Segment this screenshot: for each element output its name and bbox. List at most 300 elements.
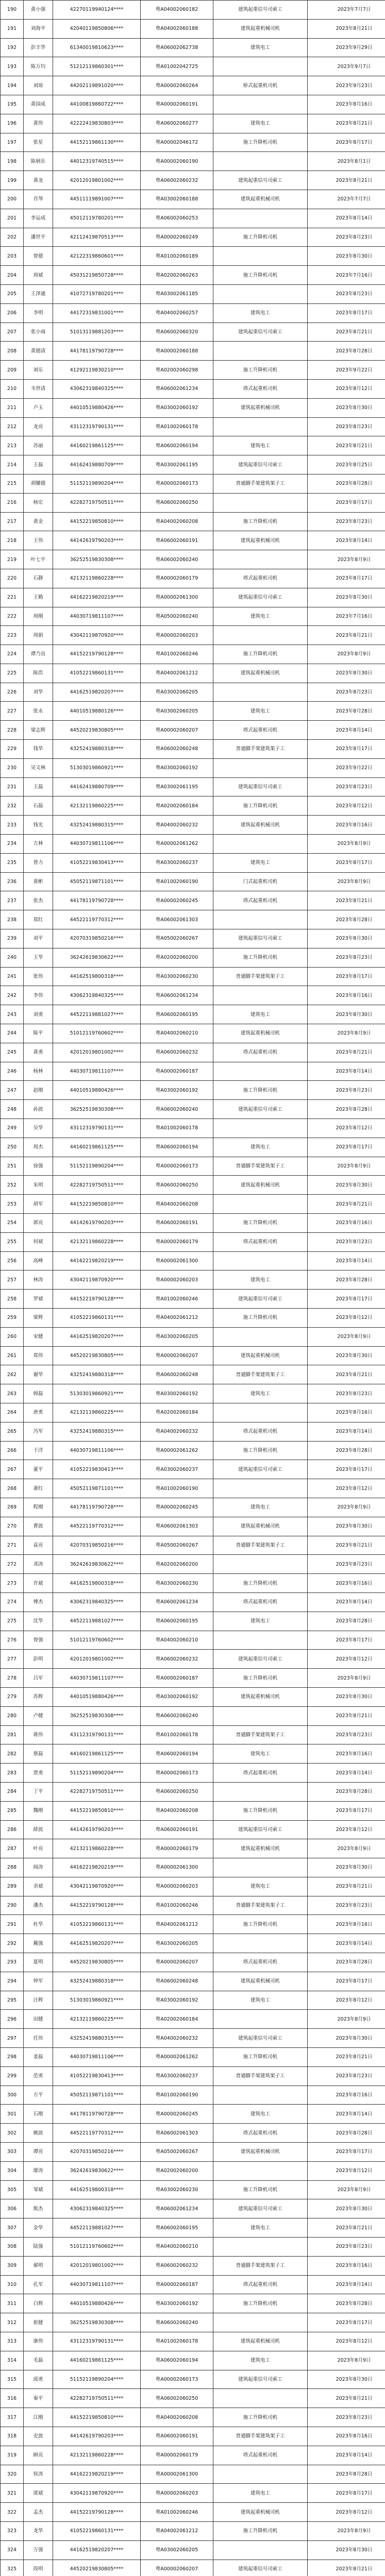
operation-category-cell: 建筑起重机械司机 bbox=[213, 398, 308, 417]
id-number-cell: 43112319790131**** bbox=[53, 1119, 141, 1138]
row-number-cell: 311 bbox=[1, 2294, 24, 2313]
certificate-number-cell: 粤A03002060192 bbox=[141, 1081, 213, 1100]
operation-category-cell: 施工升降机司机 bbox=[213, 2180, 308, 2199]
id-number-cell: 44522119770312**** bbox=[53, 2124, 141, 2143]
person-name-cell: 贾勇 bbox=[24, 1764, 53, 1783]
certificate-number-cell: 粤A00002061300 bbox=[141, 2465, 213, 2484]
certificate-number-cell: 粤A00002061300 bbox=[141, 1858, 213, 1877]
certificate-number-cell: 粤A00002060207 bbox=[141, 721, 213, 740]
id-number-cell: 42282719750511**** bbox=[53, 493, 141, 512]
row-number-cell: 228 bbox=[1, 721, 24, 740]
certificate-number-cell: 粤A01002060190 bbox=[141, 2086, 213, 2105]
person-name-cell: 杜华 bbox=[24, 1915, 53, 1934]
operation-category-cell: 普通脚手架建筑架子工 bbox=[213, 2427, 308, 2446]
certificate-number-cell: 粤A00002060190 bbox=[141, 152, 213, 171]
issue-date-cell: 2023年8月23日 bbox=[308, 777, 385, 796]
row-number-cell: 225 bbox=[1, 664, 24, 683]
row-number-cell: 248 bbox=[1, 1100, 24, 1119]
id-number-cell: 43042119870920**** bbox=[53, 1270, 141, 1290]
id-number-cell: 42282719750511**** bbox=[53, 1176, 141, 1195]
id-number-cell: 44520219830805**** bbox=[53, 2560, 141, 2576]
table-row bbox=[1, 1308, 385, 1327]
row-number-cell: 301 bbox=[1, 2105, 24, 2124]
certificate-number-cell: 粤A02002060200 bbox=[141, 2161, 213, 2180]
id-number-cell: 42222419830803**** bbox=[53, 114, 141, 133]
row-number-cell: 219 bbox=[1, 550, 24, 569]
person-name-cell: 黄伟 bbox=[24, 114, 53, 133]
person-name-cell: 方林 bbox=[24, 835, 53, 854]
certificate-number-cell: 粤A03002060192 bbox=[141, 1384, 213, 1403]
issue-date-cell: 2023年8月14日 bbox=[308, 1934, 385, 1953]
person-name-cell: 韦世清 bbox=[24, 379, 53, 398]
person-name-cell: 白辉 bbox=[24, 2294, 53, 2313]
row-number-cell: 274 bbox=[1, 1592, 24, 1612]
issue-date-cell: 2023年8月23日 bbox=[308, 683, 385, 702]
row-number-cell: 283 bbox=[1, 1764, 24, 1783]
operation-category-cell: 建筑起重信号司索工 bbox=[213, 1820, 308, 1839]
issue-date-cell: 2023年8月14日 bbox=[308, 209, 385, 228]
certificate-number-cell: 粤A00002060207 bbox=[141, 1953, 213, 1972]
operation-category-cell: 普通脚手架建筑架子工 bbox=[213, 740, 308, 759]
operation-category-cell: 施工升降机司机 bbox=[213, 948, 308, 967]
certificate-number-cell: 粤A06002060250 bbox=[141, 493, 213, 512]
row-number-cell: 263 bbox=[1, 1384, 24, 1403]
operation-category-cell: 建筑起重机械司机 bbox=[213, 2143, 308, 2162]
id-number-cell: 42112419870513**** bbox=[53, 228, 141, 247]
table-row bbox=[1, 2238, 385, 2257]
operation-category-cell bbox=[213, 2238, 308, 2257]
certificate-number-cell: 粤A06002060320 bbox=[141, 323, 213, 342]
table-row bbox=[1, 1839, 385, 1858]
issue-date-cell: 2023年7月7日 bbox=[308, 190, 385, 209]
operation-category-cell: 普通脚手架建筑架子工 bbox=[213, 1725, 308, 1744]
issue-date-cell: 2023年8月23日 bbox=[308, 1384, 385, 1403]
operation-category-cell: 建筑起重机械司机 bbox=[213, 19, 308, 38]
row-number-cell: 314 bbox=[1, 2351, 24, 2370]
table-row bbox=[1, 2143, 385, 2162]
certificate-number-cell: 粤A06002060248 bbox=[141, 1365, 213, 1384]
row-number-cell: 261 bbox=[1, 1346, 24, 1365]
table-row bbox=[1, 2351, 385, 2370]
id-number-cell: 41052219830413**** bbox=[53, 853, 141, 872]
issue-date-cell: 2023年8月23日 bbox=[308, 1232, 385, 1251]
certificate-number-cell: 粤A06002060191 bbox=[141, 1820, 213, 1839]
person-name-cell: 陈浩 bbox=[24, 664, 53, 683]
certificate-number-cell: 粤A01002060178 bbox=[141, 2332, 213, 2351]
row-number-cell: 231 bbox=[1, 777, 24, 796]
id-number-cell: 51012119760602**** bbox=[53, 1024, 141, 1043]
id-number-cell: 45031219850728**** bbox=[53, 266, 141, 285]
id-number-cell: 44152219790128**** bbox=[53, 645, 141, 664]
certificate-number-cell: 粤A06002060250 bbox=[141, 1176, 213, 1195]
person-name-cell: 钟军 bbox=[24, 1972, 53, 1991]
issue-date-cell: 2023年8月28日 bbox=[308, 2465, 385, 2484]
id-number-cell: 44030719811107**** bbox=[53, 1669, 141, 1688]
table-row bbox=[1, 2408, 385, 2427]
id-number-cell: 44030719811106**** bbox=[53, 2048, 141, 2067]
person-name-cell: 李伟 bbox=[24, 986, 53, 1005]
issue-date-cell: 2023年9月22日 bbox=[308, 758, 385, 777]
table-row bbox=[1, 1, 385, 20]
issue-date-cell: 2023年8月30日 bbox=[308, 1346, 385, 1365]
id-number-cell: 44162519820207**** bbox=[53, 2540, 141, 2560]
certificate-number-cell: 粤A03002060192 bbox=[141, 398, 213, 417]
person-name-cell: 苏丽 bbox=[24, 436, 53, 455]
operation-category-cell: 塔式起重机司机 bbox=[213, 2124, 308, 2143]
table-row bbox=[1, 1764, 385, 1783]
operation-category-cell: 建筑电工 bbox=[213, 2351, 308, 2370]
table-row bbox=[1, 967, 385, 986]
table-row bbox=[1, 1327, 385, 1346]
table-row bbox=[1, 1365, 385, 1384]
person-name-cell: 熊杰 bbox=[24, 2199, 53, 2218]
table-row bbox=[1, 1479, 385, 1498]
certificate-number-cell: 粤A05002060240 bbox=[141, 607, 213, 626]
issue-date-cell: 2023年8月30日 bbox=[308, 2540, 385, 2560]
row-number-cell: 258 bbox=[1, 1290, 24, 1309]
id-number-cell: 44030719811106**** bbox=[53, 835, 141, 854]
id-number-cell: 44152119861130**** bbox=[53, 133, 141, 152]
issue-date-cell: 2023年8月16日 bbox=[308, 1915, 385, 1934]
operation-category-cell: 施工升降机司机 bbox=[213, 361, 308, 380]
issue-date-cell: 2023年8月30日 bbox=[308, 929, 385, 948]
row-number-cell: 213 bbox=[1, 436, 24, 455]
row-number-cell: 299 bbox=[1, 2066, 24, 2086]
issue-date-cell: 2023年9月23日 bbox=[308, 76, 385, 95]
issue-date-cell: 2023年9月7日 bbox=[308, 57, 385, 76]
operation-category-cell bbox=[213, 1119, 308, 1138]
row-number-cell: 292 bbox=[1, 1934, 24, 1953]
person-name-cell: 王磊 bbox=[24, 455, 53, 474]
id-number-cell: 42070319850216**** bbox=[53, 929, 141, 948]
table-row bbox=[1, 1669, 385, 1688]
operation-category-cell bbox=[213, 550, 308, 569]
issue-date-cell: 2023年8月21日 bbox=[308, 1365, 385, 1384]
issue-date-cell: 2023年8月16日 bbox=[308, 986, 385, 1005]
issue-date-cell: 2023年8月30日 bbox=[308, 398, 385, 417]
issue-date-cell: 2023年8月23日 bbox=[308, 512, 385, 531]
certificate-number-cell: 粤A00002060245 bbox=[141, 2105, 213, 2124]
table-row bbox=[1, 38, 385, 57]
operation-category-cell: 建筑电工 bbox=[213, 1384, 308, 1403]
operation-category-cell: 施工升降机司机 bbox=[213, 1915, 308, 1934]
certificate-number-cell: 粤A01002060190 bbox=[141, 1479, 213, 1498]
certificate-number-cell: 粤A02002060200 bbox=[141, 1555, 213, 1574]
id-number-cell: 43112319790131**** bbox=[53, 1725, 141, 1744]
id-number-cell: 42070319850216**** bbox=[53, 1536, 141, 1555]
operation-category-cell: 施工升降机司机 bbox=[213, 2521, 308, 2540]
table-row bbox=[1, 171, 385, 190]
issue-date-cell: 2023年8月21日 bbox=[308, 2218, 385, 2238]
table-row bbox=[1, 398, 385, 417]
row-number-cell: 203 bbox=[1, 247, 24, 266]
person-name-cell: 袁亮 bbox=[24, 1536, 53, 1555]
operation-category-cell bbox=[213, 1631, 308, 1650]
table-row bbox=[1, 2180, 385, 2199]
operation-category-cell: 建筑电工 bbox=[213, 702, 308, 721]
id-number-cell: 44522119770312**** bbox=[53, 910, 141, 929]
table-row bbox=[1, 1081, 385, 1100]
certificate-number-cell: 粤A04002060210 bbox=[141, 1024, 213, 1043]
table-row bbox=[1, 2105, 385, 2124]
person-name-cell: 余斌 bbox=[24, 1877, 53, 1896]
issue-date-cell: 2023年8月28日 bbox=[308, 1270, 385, 1290]
certificate-number-cell: 粤A02002060184 bbox=[141, 796, 213, 816]
operation-category-cell bbox=[213, 1062, 308, 1081]
operation-category-cell: 建筑起重机械司机 bbox=[213, 1346, 308, 1365]
table-row bbox=[1, 1517, 385, 1536]
issue-date-cell: 2023年8月21日 bbox=[308, 2560, 385, 2576]
person-name-cell: 丁平 bbox=[24, 1782, 53, 1801]
row-number-cell: 264 bbox=[1, 1403, 24, 1422]
certificate-number-cell: 粤A04002061212 bbox=[141, 1915, 213, 1934]
operation-category-cell bbox=[213, 95, 308, 114]
issue-date-cell: 2023年8月17日 bbox=[308, 1631, 385, 1650]
operation-category-cell bbox=[213, 910, 308, 929]
row-number-cell: 199 bbox=[1, 171, 24, 190]
person-name-cell: 沈华 bbox=[24, 1612, 53, 1631]
table-row bbox=[1, 2218, 385, 2238]
certificate-number-cell: 粤A03002060237 bbox=[141, 2066, 213, 2086]
table-row bbox=[1, 2503, 385, 2522]
operation-category-cell bbox=[213, 57, 308, 76]
table-row bbox=[1, 986, 385, 1005]
issue-date-cell: 2023年8月17日 bbox=[308, 740, 385, 759]
id-number-cell: 44162219820219**** bbox=[53, 1858, 141, 1877]
operation-category-cell: 施工升降机司机 bbox=[213, 133, 308, 152]
issue-date-cell: 2023年8月14日 bbox=[308, 2105, 385, 2124]
table-row bbox=[1, 588, 385, 607]
row-number-cell: 276 bbox=[1, 1631, 24, 1650]
table-row bbox=[1, 493, 385, 512]
row-number-cell: 229 bbox=[1, 740, 24, 759]
operation-category-cell: 桥式起重机司机 bbox=[213, 76, 308, 95]
operation-category-cell: 建筑电工 bbox=[213, 607, 308, 626]
issue-date-cell: 2023年8月9日 bbox=[308, 2010, 385, 2029]
person-name-cell: 王伟 bbox=[24, 531, 53, 550]
operation-category-cell bbox=[213, 2313, 308, 2332]
row-number-cell: 223 bbox=[1, 626, 24, 645]
table-row bbox=[1, 1612, 385, 1631]
operation-category-cell: 建筑电工 bbox=[213, 1744, 308, 1764]
table-row bbox=[1, 512, 385, 531]
certificate-number-cell: 粤A03002060230 bbox=[141, 1574, 213, 1593]
id-number-cell: 42132119860228**** bbox=[53, 1839, 141, 1858]
row-number-cell: 227 bbox=[1, 702, 24, 721]
issue-date-cell: 2023年8月21日 bbox=[308, 1043, 385, 1062]
issue-date-cell: 2023年8月17日 bbox=[308, 1972, 385, 1991]
id-number-cell: 44142619790203**** bbox=[53, 1214, 141, 1233]
issue-date-cell: 2023年8月21日 bbox=[308, 436, 385, 455]
issue-date-cell: 2023年8月21日 bbox=[308, 1706, 385, 1725]
issue-date-cell: 2023年8月9日 bbox=[308, 1669, 385, 1688]
certificate-number-cell: 粤A02002060263 bbox=[141, 266, 213, 285]
id-number-cell: 51152119890204**** bbox=[53, 474, 141, 493]
table-row bbox=[1, 1706, 385, 1725]
person-name-cell: 段明 bbox=[24, 2560, 53, 2576]
operation-category-cell: 建筑起重机械司机 bbox=[213, 1687, 308, 1706]
person-name-cell: 邹斌 bbox=[24, 2180, 53, 2199]
id-number-cell: 44162419880709**** bbox=[53, 455, 141, 474]
id-number-cell: 51303019860921**** bbox=[53, 758, 141, 777]
id-number-cell: 42270119940124**** bbox=[53, 1, 141, 20]
row-number-cell: 325 bbox=[1, 2560, 24, 2576]
row-number-cell: 206 bbox=[1, 303, 24, 323]
certificate-number-cell: 粤A06002060250 bbox=[141, 2389, 213, 2408]
issue-date-cell: 2023年8月28日 bbox=[308, 1953, 385, 1972]
id-number-cell: 44511119891007**** bbox=[53, 190, 141, 209]
person-name-cell: 龙亮 bbox=[24, 417, 53, 436]
row-number-cell: 281 bbox=[1, 1725, 24, 1744]
table-row bbox=[1, 626, 385, 645]
operation-category-cell: 建筑起重信号司索工 bbox=[213, 588, 308, 607]
certificate-number-cell: 粤A01002060190 bbox=[141, 872, 213, 891]
table-row bbox=[1, 1953, 385, 1972]
table-row bbox=[1, 323, 385, 342]
id-number-cell: 44142619790203**** bbox=[53, 1820, 141, 1839]
table-row bbox=[1, 1934, 385, 1953]
person-name-cell: 李明 bbox=[24, 303, 53, 323]
certificate-number-cell: 粤A04002061212 bbox=[141, 2521, 213, 2540]
table-row bbox=[1, 796, 385, 816]
table-row bbox=[1, 1441, 385, 1460]
id-number-cell: 36252519830308**** bbox=[53, 2313, 141, 2332]
row-number-cell: 216 bbox=[1, 493, 24, 512]
person-name-cell: 高峰 bbox=[24, 1251, 53, 1270]
id-number-cell: 42012019801002**** bbox=[53, 1650, 141, 1669]
table-row bbox=[1, 2199, 385, 2218]
person-name-cell: 姜磊 bbox=[24, 2048, 53, 2067]
person-name-cell: 潘世平 bbox=[24, 228, 53, 247]
table-row bbox=[1, 133, 385, 152]
table-row bbox=[1, 1460, 385, 1479]
row-number-cell: 252 bbox=[1, 1176, 24, 1195]
certificate-number-cell: 粤A00002060179 bbox=[141, 1232, 213, 1251]
row-number-cell: 313 bbox=[1, 2332, 24, 2351]
row-number-cell: 295 bbox=[1, 1991, 24, 2010]
row-number-cell: 300 bbox=[1, 2086, 24, 2105]
person-name-cell: 潘杰 bbox=[24, 1896, 53, 1915]
issue-date-cell: 2023年9月22日 bbox=[308, 361, 385, 380]
certificate-number-cell: 粤A01002060246 bbox=[141, 1290, 213, 1309]
table-row bbox=[1, 2294, 385, 2313]
id-number-cell: 44152219790128**** bbox=[53, 1896, 141, 1915]
operation-category-cell: 建筑电工 bbox=[213, 1498, 308, 1517]
operation-category-cell bbox=[213, 1706, 308, 1725]
issue-date-cell: 2023年7月7日 bbox=[308, 1, 385, 20]
certificate-number-cell: 粤A04002060182 bbox=[141, 1, 213, 20]
operation-category-cell bbox=[213, 284, 308, 303]
certificate-number-cell: 粤A00002060264 bbox=[141, 76, 213, 95]
operation-category-cell: 建筑起重信号司索工 bbox=[213, 2560, 308, 2576]
certificate-number-cell: 粤A04002060257 bbox=[141, 303, 213, 323]
certificate-number-cell: 粤A06002060195 bbox=[141, 1005, 213, 1024]
person-name-cell: 任伟 bbox=[24, 2029, 53, 2048]
person-name-cell: 傅杰 bbox=[24, 1592, 53, 1612]
person-name-cell: 方平 bbox=[24, 2086, 53, 2105]
person-name-cell: 石磊 bbox=[24, 796, 53, 816]
issue-date-cell: 2023年8月12日 bbox=[308, 1991, 385, 2010]
table-row bbox=[1, 1858, 385, 1877]
id-number-cell: 44162519800318**** bbox=[53, 2180, 141, 2199]
person-name-cell: 蔡磊 bbox=[24, 1744, 53, 1764]
person-name-cell: 夏明 bbox=[24, 1953, 53, 1972]
id-number-cell: 44178119790728**** bbox=[53, 2105, 141, 2124]
person-name-cell: 郑红 bbox=[24, 910, 53, 929]
person-name-cell: 周刚 bbox=[24, 607, 53, 626]
issue-date-cell: 2023年8月9日 bbox=[308, 835, 385, 854]
id-number-cell: 42012019801002**** bbox=[53, 171, 141, 190]
operation-category-cell: 建筑起重信号司索工 bbox=[213, 1460, 308, 1479]
operation-category-cell: 建筑电工 bbox=[213, 38, 308, 57]
row-number-cell: 239 bbox=[1, 929, 24, 948]
issue-date-cell: 2023年8月12日 bbox=[308, 1119, 385, 1138]
id-number-cell: 44012319740515**** bbox=[53, 152, 141, 171]
id-number-cell: 36242619830622**** bbox=[53, 2161, 141, 2180]
certificate-number-cell: 粤A03002061185 bbox=[141, 284, 213, 303]
operation-category-cell: 普通脚手架建筑架子工 bbox=[213, 1536, 308, 1555]
operation-category-cell: 建筑起重信号司索工 bbox=[213, 1290, 308, 1309]
table-row bbox=[1, 266, 385, 285]
issue-date-cell: 2023年8月21日 bbox=[308, 19, 385, 38]
row-number-cell: 273 bbox=[1, 1574, 24, 1593]
operation-category-cell: 普通脚手架建筑架子工 bbox=[213, 1896, 308, 1915]
id-number-cell: 42132119860225**** bbox=[53, 1403, 141, 1422]
certificate-number-cell: 粤A03002060192 bbox=[141, 758, 213, 777]
person-name-cell: 宋健 bbox=[24, 1327, 53, 1346]
issue-date-cell: 2023年8月17日 bbox=[308, 967, 385, 986]
row-number-cell: 271 bbox=[1, 1536, 24, 1555]
person-name-cell: 王华 bbox=[24, 948, 53, 967]
operation-category-cell: 建筑电工 bbox=[213, 1612, 308, 1631]
id-number-cell: 44010519880426**** bbox=[53, 1687, 141, 1706]
person-name-cell: 孙波 bbox=[24, 1100, 53, 1119]
certificate-number-cell: 粤A00002060179 bbox=[141, 569, 213, 588]
issue-date-cell: 2023年8月16日 bbox=[308, 95, 385, 114]
row-number-cell: 320 bbox=[1, 2465, 24, 2484]
person-name-cell: 江刚 bbox=[24, 2408, 53, 2427]
id-number-cell: 44030719811107**** bbox=[53, 2275, 141, 2294]
row-number-cell: 318 bbox=[1, 2427, 24, 2446]
id-number-cell: 44160219861125**** bbox=[53, 1138, 141, 1157]
operation-category-cell: 施工升降机司机 bbox=[213, 1308, 308, 1327]
issue-date-cell: 2023年8月9日 bbox=[308, 1839, 385, 1858]
issue-date-cell: 2023年8月9日 bbox=[308, 2351, 385, 2370]
table-row bbox=[1, 1232, 385, 1251]
issue-date-cell: 2023年8月14日 bbox=[308, 2446, 385, 2465]
id-number-cell: 43252419880315**** bbox=[53, 1422, 141, 1441]
table-row bbox=[1, 910, 385, 929]
row-number-cell: 256 bbox=[1, 1251, 24, 1270]
operation-category-cell bbox=[213, 417, 308, 436]
issue-date-cell: 2023年8月17日 bbox=[308, 303, 385, 323]
row-number-cell: 244 bbox=[1, 1024, 24, 1043]
row-number-cell: 196 bbox=[1, 114, 24, 133]
issue-date-cell: 2023年8月28日 bbox=[308, 2124, 385, 2143]
table-row bbox=[1, 1024, 385, 1043]
row-number-cell: 240 bbox=[1, 948, 24, 967]
certificate-number-cell: 粤A00002060203 bbox=[141, 626, 213, 645]
person-name-cell: 石静 bbox=[24, 569, 53, 588]
operation-category-cell: 塔式起重机司机 bbox=[213, 2275, 308, 2294]
id-number-cell: 44520219830805**** bbox=[53, 1346, 141, 1365]
certificate-number-cell: 粤A05002060267 bbox=[141, 929, 213, 948]
person-name-cell: 汪辉 bbox=[24, 1991, 53, 2010]
table-row bbox=[1, 209, 385, 228]
operation-category-cell: 建筑电工 bbox=[213, 1991, 308, 2010]
operation-category-cell bbox=[213, 626, 308, 645]
operation-category-cell: 建筑起重信号司索工 bbox=[213, 929, 308, 948]
